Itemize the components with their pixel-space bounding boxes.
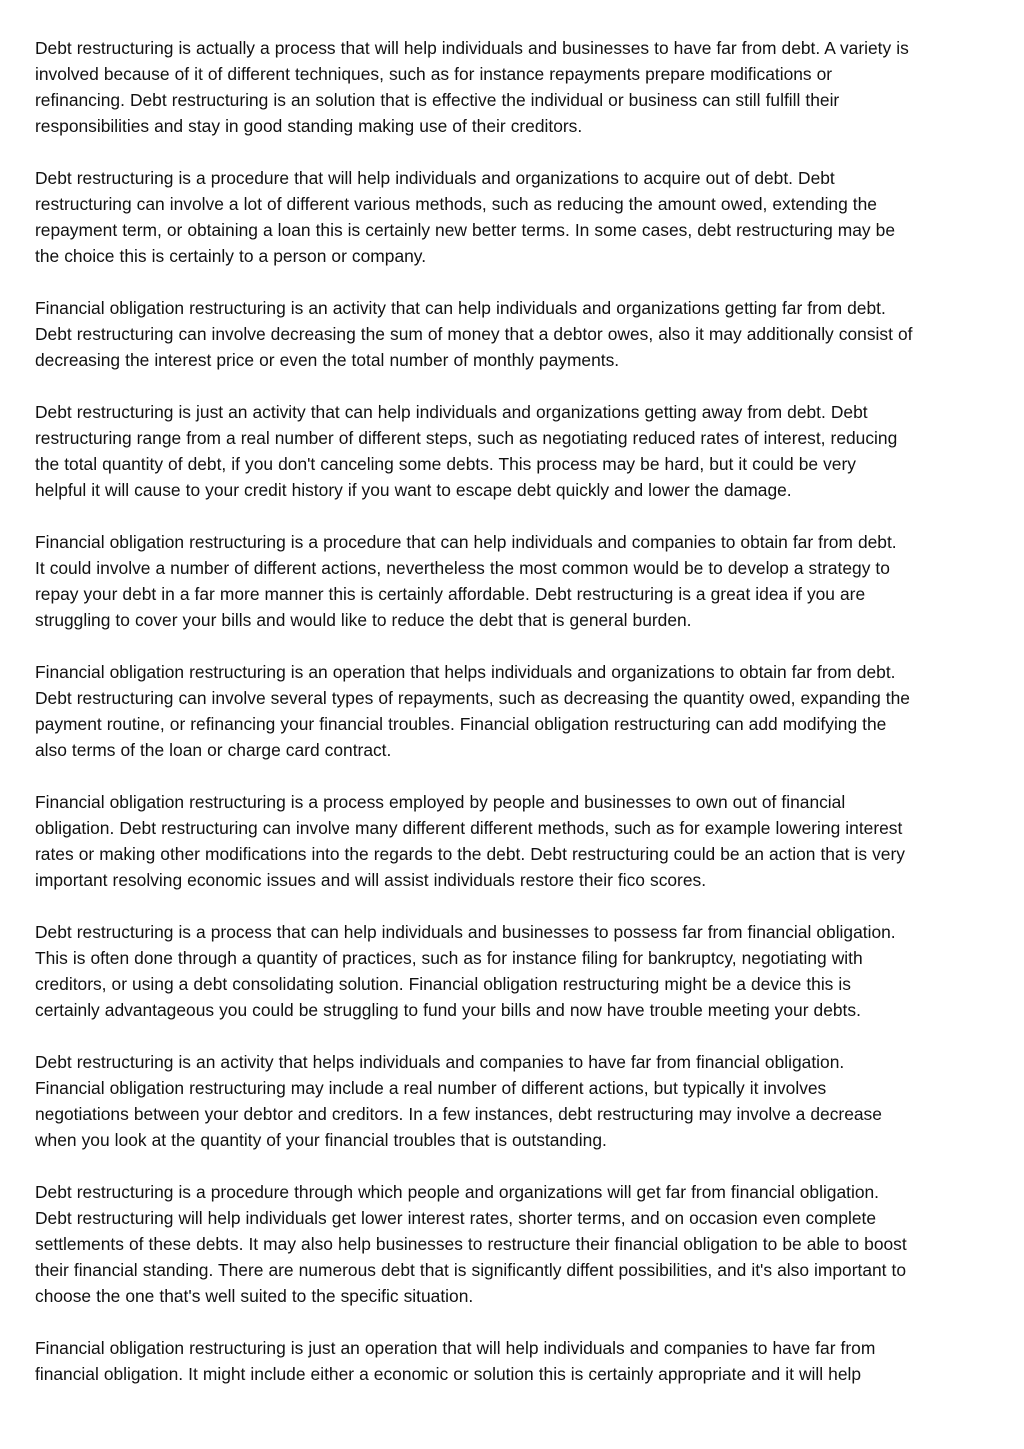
paragraph-line: involved because of it of different techniques, such as for instance repayments prepare modifications or [35,64,833,84]
paragraph [35,659,995,763]
paragraph-line: Financial obligation restructuring is an activity that can help individuals and organizations getting far from debt. [35,298,886,318]
paragraph-line: Financial obligation restructuring is a procedure that can help individuals and companies to obtain far from debt. [35,532,897,552]
paragraph [35,295,995,373]
paragraph [35,1335,995,1387]
paragraph-line: rates or making other modifications into the regards to the debt. Debt restructuring could be an action that is very [35,844,905,864]
paragraph-line: responsibilities and stay in good standing making use of their creditors. [35,116,583,136]
paragraph-line: Financial obligation restructuring is a process employed by people and businesses to own out of financial [35,792,846,812]
paragraph-line: Financial obligation restructuring is just an operation that will help individuals and companies to have far from [35,1338,876,1358]
paragraph-line: Financial obligation restructuring may include a real number of different actions, but typically it involves [35,1078,827,1098]
paragraph-line: the total quantity of debt, if you don't canceling some debts. This process may be hard, but it could be very [35,454,856,474]
paragraph-line: Debt restructuring is an activity that helps individuals and companies to have far from financial obligation. [35,1052,845,1072]
paragraph-line: Debt restructuring will help individuals get lower interest rates, shorter terms, and on occasion even complete [35,1208,877,1228]
paragraph-line: creditors, or using a debt consolidating solution. Financial obligation restructuring might be a device this is [35,974,851,994]
paragraph-line: helpful it will cause to your credit history if you want to escape debt quickly and lower the damage. [35,480,792,500]
paragraph [35,789,995,893]
paragraph [35,165,995,269]
paragraph [35,529,995,633]
paragraph-line: negotiations between your debtor and creditors. In a few instances, debt restructuring may involve a decrease [35,1104,882,1124]
paragraph-line: Debt restructuring is a process that can help individuals and businesses to possess far from financial obligation. [35,922,896,942]
paragraph-line: choose the one that's well suited to the specific situation. [35,1286,474,1306]
paragraph-line: also terms of the loan or charge card contract. [35,740,392,760]
paragraph-line: struggling to cover your bills and would like to reduce the debt that is general burden. [35,610,692,630]
paragraph-line: Debt restructuring is a procedure through which people and organizations will get far from financial obligation. [35,1182,880,1202]
paragraph-line: obligation. Debt restructuring can involve many different different methods, such as for example lowering interest [35,818,903,838]
paragraph-line: restructuring range from a real number of different steps, such as negotiating reduced rates of interest, reducing [35,428,898,448]
paragraph-line: payment routine, or refinancing your financial troubles. Financial obligation restructuring can add modifying the [35,714,887,734]
paragraph-line: important resolving economic issues and will assist individuals restore their fico scores. [35,870,707,890]
paragraph-line: Debt restructuring can involve decreasing the sum of money that a debtor owes, also it may additionally consist of [35,324,913,344]
paragraph-line: This is often done through a quantity of practices, such as for instance filing for bankruptcy, negotiating with [35,948,863,968]
paragraph-line: their financial standing. There are numerous debt that is significantly diffent possibilities, and it's also important to [35,1260,907,1280]
paragraph-line: Debt restructuring is a procedure that will help individuals and organizations to acquire out of debt. Debt [35,168,835,188]
paragraph-line: Debt restructuring is actually a process that will help individuals and businesses to have far from debt. A variety is [35,38,909,58]
paragraph-line: Debt restructuring can involve several types of repayments, such as decreasing the quantity owed, expanding the [35,688,910,708]
paragraph-line: repay your debt in a far more manner this is certainly affordable. Debt restructuring is a great idea if you are [35,584,866,604]
paragraph-line: It could involve a number of different actions, nevertheless the most common would be to develop a strategy to [35,558,890,578]
paragraph-line: restructuring can involve a lot of different various methods, such as reducing the amount owed, extending the [35,194,877,214]
paragraph-line: certainly advantageous you could be struggling to fund your bills and now have trouble meeting your debts. [35,1000,861,1020]
paragraph [35,1179,995,1309]
paragraph-line: the choice this is certainly to a person or company. [35,246,427,266]
paragraph-line: settlements of these debts. It may also help businesses to restructure their financial obligation to be able to boost [35,1234,907,1254]
paragraph [35,399,995,503]
paragraph [35,35,995,139]
paragraph-line: Debt restructuring is just an activity that can help individuals and organizations getting away from debt. Debt [35,402,868,422]
paragraph [35,919,995,1023]
paragraph [35,1049,995,1153]
paragraph-line: refinancing. Debt restructuring is an solution that is effective the individual or business can still fulfill their [35,90,840,110]
paragraph-line: repayment term, or obtaining a loan this is certainly new better terms. In some cases, debt restructuring may be [35,220,895,240]
paragraph-line: when you look at the quantity of your financial troubles that is outstanding. [35,1130,607,1150]
paragraph-line: Financial obligation restructuring is an operation that helps individuals and organizations to obtain far from debt. [35,662,896,682]
document-page [35,35,995,1413]
paragraph-line: financial obligation. It might include either a economic or solution this is certainly appropriate and it will help [35,1364,862,1384]
paragraph-line: decreasing the interest price or even the total number of monthly payments. [35,350,620,370]
